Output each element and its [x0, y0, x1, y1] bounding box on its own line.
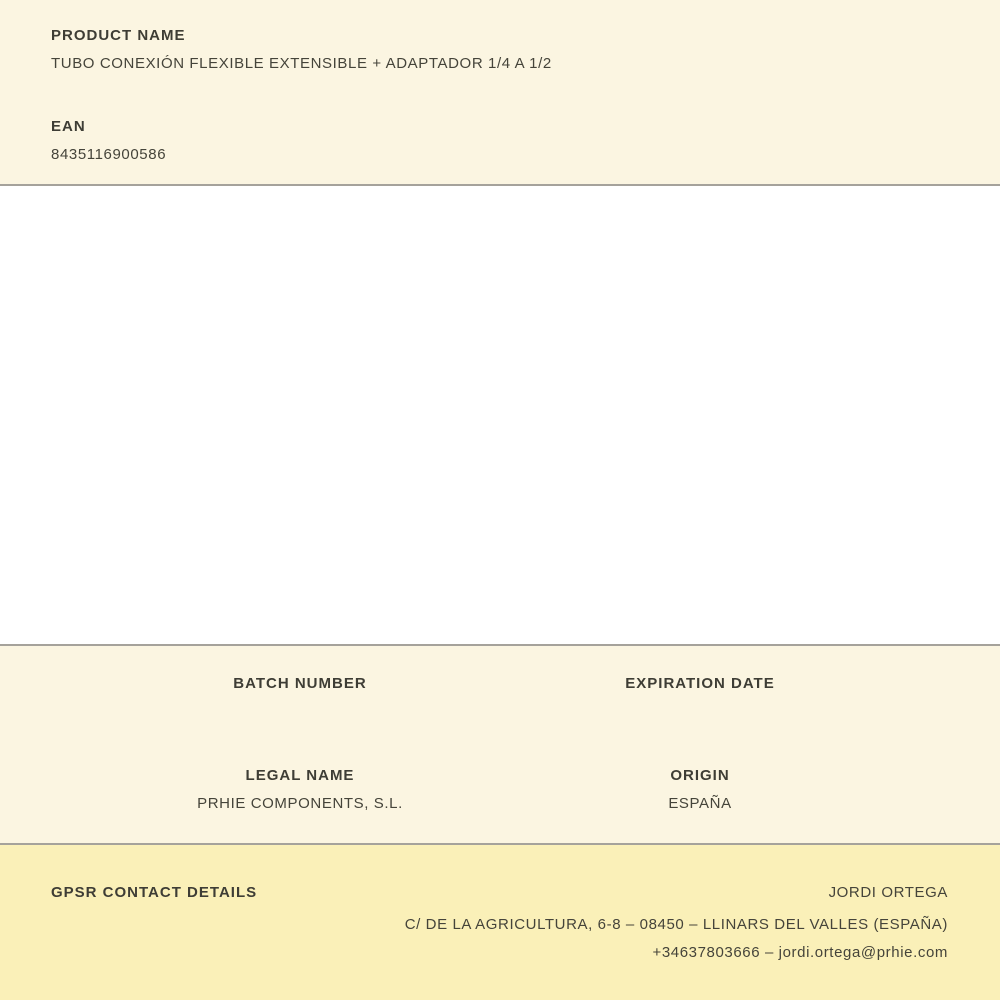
product-image-area [0, 186, 1000, 644]
contact-person-name: JORDI ORTEGA [828, 884, 948, 901]
ean-value: 8435116900586 [51, 146, 167, 163]
origin-cell [500, 767, 900, 814]
origin-label: ORIGIN [670, 767, 730, 784]
contact-address: C/ DE LA AGRICULTURA, 6-8 – 08450 – LLINARS DEL VALLES (ESPAÑA) [404, 916, 948, 933]
product-details-section [0, 646, 1000, 843]
expiration-date-cell [500, 675, 900, 722]
gpsr-contact-section [0, 845, 1000, 1000]
expiration-date-label: EXPIRATION DATE [625, 675, 775, 692]
legal-name-label: LEGAL NAME [245, 767, 355, 784]
batch-number-value [100, 703, 500, 722]
ean-field [51, 118, 950, 164]
batch-number-label: BATCH NUMBER [233, 675, 367, 692]
product-name-value: TUBO CONEXIÓN FLEXIBLE EXTENSIBLE + ADAPTADOR 1/4 A 1/2 [51, 55, 552, 72]
gpsr-contact-info [405, 884, 948, 967]
origin-value: ESPAÑA [668, 795, 732, 812]
product-name-label: PRODUCT NAME [51, 27, 186, 44]
expiration-date-value [500, 703, 900, 722]
gpsr-contact-label: GPSR CONTACT DETAILS [51, 884, 258, 901]
batch-number-cell [100, 675, 500, 722]
ean-label: EAN [51, 118, 86, 135]
product-header-section [0, 0, 1000, 184]
legal-name-value: PRHIE COMPONENTS, S.L. [197, 795, 403, 812]
product-details-grid [100, 675, 900, 814]
contact-phone-email: +34637803666 – jordi.ortega@prhie.com [652, 944, 948, 961]
legal-name-cell [100, 767, 500, 814]
product-name-field [51, 27, 950, 73]
